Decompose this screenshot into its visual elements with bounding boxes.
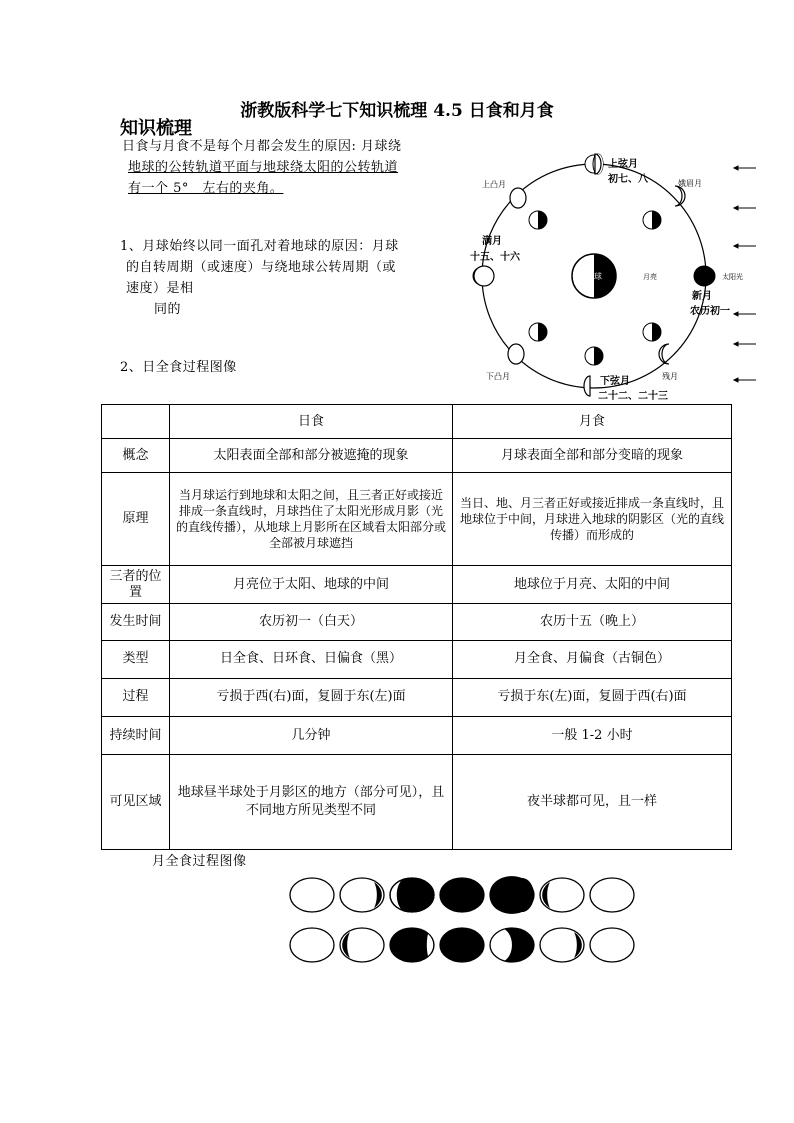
phase-waning-gibbous-shape	[508, 344, 524, 364]
solar-cell: 几分钟	[170, 717, 453, 755]
solar-cell: 亏损于西(右)面，复圆于东(左)面	[170, 678, 453, 716]
lunar-cell: 亏损于东(左)面，复圆于西(右)面	[453, 678, 732, 716]
eclipse-frame	[290, 928, 334, 962]
lunar-cell: 当日、地、月三者正好或接近排成一条直线时，且地球位于中间，月球进入地球的阴影区（光的直线传播）而形成的	[453, 473, 732, 566]
moon-phase-diagram	[468, 148, 768, 402]
table-row	[102, 755, 732, 850]
row-label: 发生时间	[102, 604, 170, 640]
phase-waxing-crescent-shape	[675, 186, 685, 206]
lunar-eclipse-process-caption: 月全食过程图像	[152, 854, 247, 869]
orbit-moon	[529, 323, 547, 341]
solar-cell: 地球昼半球处于月影区的地方（部分可见），且不同地方所见类型不同	[170, 755, 453, 850]
intro-line: 地球的公转轨道平面与地球绕太阳的公转轨道	[128, 160, 399, 175]
label-lower-quarter: 下弦月	[600, 376, 630, 387]
intro-paragraph-2	[120, 236, 460, 320]
solar-cell: 太阳表面全部和部分被遮掩的现象	[170, 439, 453, 473]
row-label: 原理	[102, 473, 170, 566]
table-row	[102, 473, 732, 566]
label-upper-quarter: 上弦月	[608, 159, 638, 170]
phase-waxing-gibbous-shape	[510, 188, 526, 208]
row-label: 类型	[102, 640, 170, 678]
lunar-eclipse-sequence	[285, 872, 641, 972]
lunar-cell: 农历十五（晚上）	[453, 604, 732, 640]
label-waning-gibbous: 下凸月	[486, 372, 510, 381]
lunar-cell: 一般 1-2 小时	[453, 717, 732, 755]
eclipse-frame	[590, 878, 634, 912]
solar-cell: 农历初一（白天）	[170, 604, 453, 640]
label-full-days: 十五、十六	[470, 252, 520, 263]
eclipse-frame	[340, 928, 384, 962]
label-waxing-crescent: 娥眉月	[678, 179, 702, 188]
eclipse-frame	[390, 928, 434, 962]
orbit-moon	[585, 347, 603, 365]
eclipse-frame	[440, 928, 484, 962]
lunar-cell: 地球位于月亮、太阳的中间	[453, 566, 732, 604]
label-full: 满月	[482, 236, 502, 247]
lunar-cell: 月球表面全部和部分变暗的现象	[453, 439, 732, 473]
lunar-cell: 月全食、月偏食（古铜色）	[453, 640, 732, 678]
intro-line: 的自转周期（或速度）与绕地球公转周期（或	[126, 260, 397, 275]
intro-line: 同的	[154, 302, 182, 317]
table-row	[102, 678, 732, 716]
solar-eclipse-process-heading: 2、日全食过程图像	[120, 360, 237, 375]
table-header-cell: 日食	[170, 405, 453, 439]
section-heading: 知识梳理	[120, 118, 192, 139]
page-title: 浙教版科学七下知识梳理 4.5 日食和月食	[240, 101, 554, 121]
row-label: 持续时间	[102, 717, 170, 755]
table-row	[102, 439, 732, 473]
eclipse-frame	[490, 876, 534, 914]
eclipse-frame	[490, 928, 534, 962]
orbit-moon	[643, 323, 661, 341]
eclipse-frame	[440, 878, 484, 912]
label-lower-quarter-days: 二十二、二十三	[598, 391, 668, 402]
table-row	[102, 640, 732, 678]
row-label: 过程	[102, 678, 170, 716]
phase-full-shape	[474, 266, 494, 286]
eclipse-frame	[540, 878, 584, 912]
label-new: 新月	[692, 291, 712, 302]
table-row	[102, 717, 732, 755]
earth	[572, 254, 616, 298]
orbit-moon	[643, 211, 661, 229]
intro-line: 有一个 5° 左右的夹角。	[128, 181, 284, 196]
solar-cell: 月亮位于太阳、地球的中间	[170, 566, 453, 604]
intro-paragraph-1	[122, 136, 462, 199]
row-label: 三者的位置	[102, 566, 170, 604]
table-row	[102, 604, 732, 640]
label-waning-crescent: 残月	[662, 372, 678, 381]
eclipse-frame	[590, 928, 634, 962]
orbit-moon	[529, 211, 547, 229]
earth-label: 地球	[586, 272, 602, 281]
label-new-days: 农历初一	[690, 306, 730, 317]
label-upper-quarter-days: 初七、八	[608, 174, 648, 185]
label-sunlight: 太阳光	[722, 273, 743, 281]
intro-line: 速度）是相	[126, 281, 194, 296]
intro-line: 日食与月食不是每个月都会发生的原因: 月球绕	[122, 139, 402, 154]
solar-cell: 日全食、日环食、日偏食（黑）	[170, 640, 453, 678]
eclipse-frame	[390, 878, 434, 912]
eclipse-comparison-table	[101, 404, 732, 850]
phase-new-shape	[694, 266, 714, 286]
lunar-cell: 夜半球都可见，且一样	[453, 755, 732, 850]
table-header-cell	[102, 405, 170, 439]
row-label: 可见区域	[102, 755, 170, 850]
eclipse-frame	[540, 928, 584, 962]
table-header-row	[102, 405, 732, 439]
phase-lower-quarter-shape	[584, 376, 590, 396]
eclipse-frame	[340, 878, 384, 912]
solar-cell: 当月球运行到地球和太阳之间，且三者正好或接近排成一条直线时，月球挡住了太阳光形成月影（光的直线传播），从地球上月影所在区域看太阳部分或全部被月球遮挡	[170, 473, 453, 566]
label-waxing-gibbous: 上凸月	[482, 180, 506, 189]
table-header-cell: 月食	[453, 405, 732, 439]
intro-line: 1、月球始终以同一面孔对着地球的原因：月球	[120, 239, 399, 254]
row-label: 概念	[102, 439, 170, 473]
table-row	[102, 566, 732, 604]
label-moon: 月亮	[643, 273, 657, 281]
eclipse-frame	[290, 878, 334, 912]
